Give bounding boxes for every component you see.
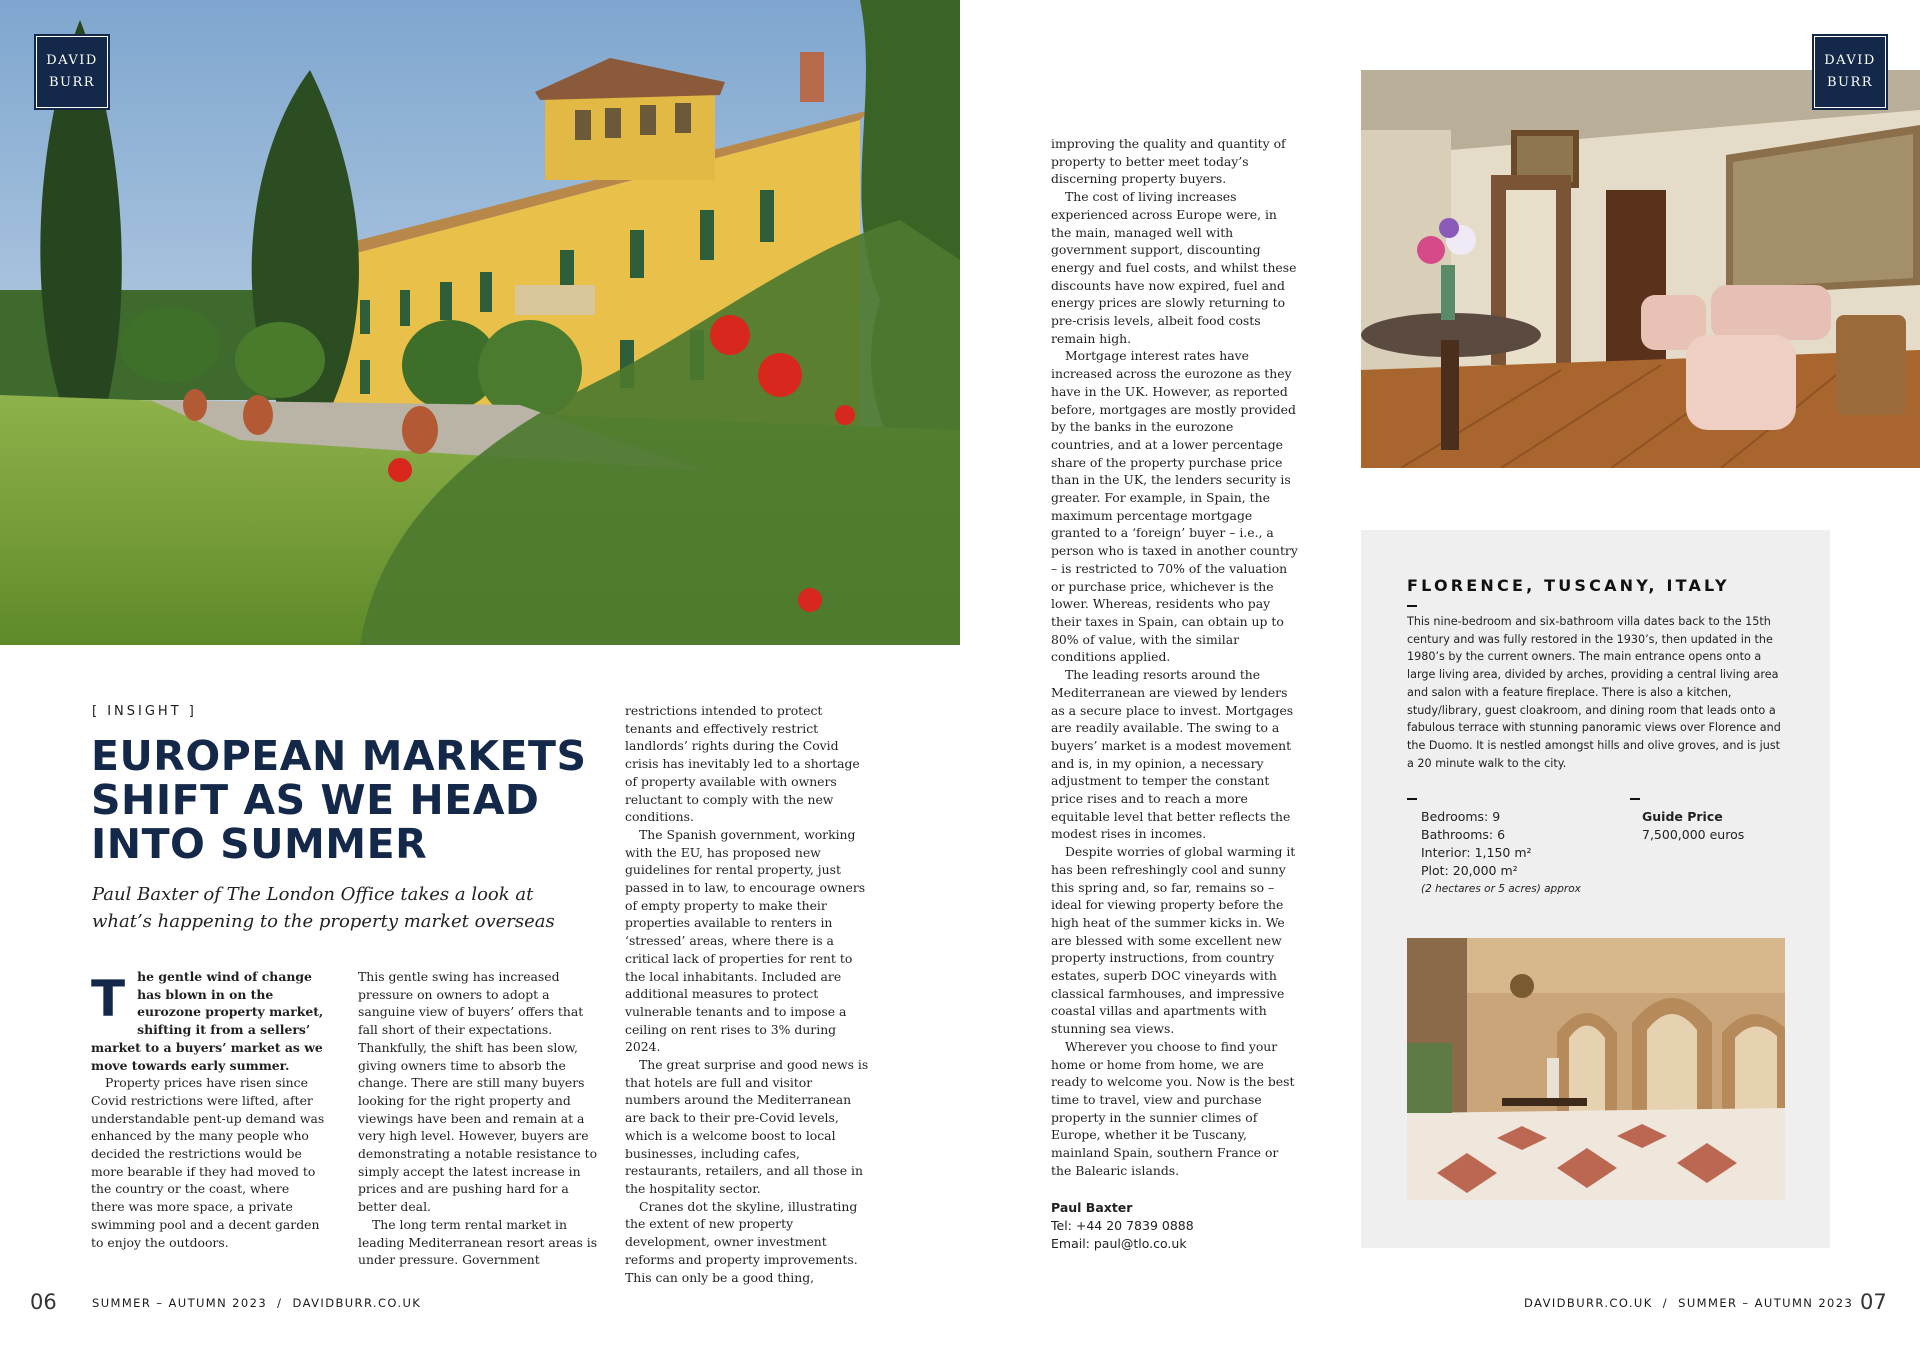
spec-divider — [1407, 798, 1417, 800]
dropcap: T — [91, 970, 126, 1028]
author-name: Paul Baxter — [1051, 1200, 1133, 1215]
body-paragraph: Wherever you choose to find your home or home from home, we are ready to welcome you. Now is the best time to travel, view and purchase property in the sunnier climes of Europe, whether it be Tuscany, mainland Spain, southern France or the Balearic islands. — [1051, 1038, 1295, 1178]
body-paragraph: The leading resorts around the Mediterranean are viewed by lenders as a secure place to invest. Mortgages are readily available. The swing to a buyers’ market is a modest movement and is, in my opinion, a necessary adjustment to temper the constant price rises and to reach a more equitable level that better reflects the modest rises in incomes. — [1051, 667, 1294, 842]
article-headline — [91, 734, 586, 866]
body-paragraph: Mortgage interest rates have increased across the eurozone as they have in the UK. However, as reported before, mortgages are mostly provided by the banks in the eurozone countries, and at a lower percentage share of the property purchase price than in the UK, the lenders security is greater. For example, in Spain, the maximum percentage mortgage granted to a ‘foreign’ buyer – i.e., a person who is taxed in another country – is restricted to 70% of the valuation or purchase price, whichever is the lower. Whereas, residents who pay their taxes in Spain, can obtain up to 80% of value, with the similar conditions applied. — [1051, 348, 1298, 665]
price-value: 7,500,000 euros — [1642, 827, 1745, 842]
lede-paragraph: he gentle wind of change has blown in on the eurozone property market, shifting it from a sellers’ market to a buyers’ market as we move towards early summer. — [91, 969, 324, 1073]
author-email: Email: paul@tlo.co.uk — [1051, 1236, 1187, 1251]
body-column-2 — [358, 968, 603, 1269]
spec-interior: Interior: 1,150 m² — [1421, 845, 1532, 860]
body-paragraph: improving the quality and quantity of property to better meet today’s discerning property buyers. — [1051, 136, 1286, 187]
property-title: FLORENCE, TUSCANY, ITALY — [1407, 576, 1730, 595]
author-tel: Tel: +44 20 7839 0888 — [1051, 1218, 1194, 1233]
logo-line1: DAVID — [1824, 53, 1876, 68]
salon-interior-photo — [1361, 70, 1920, 468]
property-description: This nine-bedroom and six-bathroom villa dates back to the 15th century and was fully restored in the 1930’s, then updated in the 1980’s by the current owners. The main entrance opens onto a large living area, divided by arches, providing a central living area and salon with a feature fireplace. There is also a kitchen, study/library, guest cloakroom, and dining room that leads onto a fabulous terrace with stunning panoramic views over Florence and the Duomo. It is nestled amongst hills and olive groves, and is just a 20 minute walk to the city. — [1407, 615, 1781, 770]
article-kicker: [ INSIGHT ] — [92, 704, 197, 719]
logo-line2: BURR — [1826, 75, 1874, 90]
headline-line-1: EUROPEAN MARKETS — [91, 732, 587, 780]
property-price — [1642, 808, 1744, 844]
footer-left-text: SUMMER – AUTUMN 2023 / DAVIDBURR.CO.UK — [92, 1296, 422, 1310]
price-divider — [1630, 798, 1640, 800]
spec-bathrooms: Bathrooms: 6 — [1421, 827, 1506, 842]
standfirst-line-2: what’s happening to the property market overseas — [92, 911, 555, 932]
body-paragraph: The cost of living increases experienced across Europe were, in the main, managed well with government support, discounting energy and fuel costs, and whilst these discounts have now expired, fuel and energy prices are slowly returning to pre-crisis levels, albeit food costs remain high. — [1051, 189, 1297, 346]
body-paragraph: restrictions intended to protect tenants and effectively restrict landlords’ rights during the Covid crisis has inevitably led to a shortage of property available with owners reluctant to comply with the new conditions. — [625, 703, 860, 825]
author-block — [1051, 1199, 1194, 1253]
body-paragraph: The long term rental market in leading Mediterranean resort areas is under pressure. Government — [358, 1216, 598, 1268]
property-specs — [1421, 808, 1581, 898]
hall-interior-photo — [1407, 938, 1785, 1200]
spec-bedrooms: Bedrooms: 9 — [1421, 809, 1501, 824]
price-label: Guide Price — [1642, 809, 1723, 824]
article-standfirst — [92, 881, 572, 935]
body-paragraph: Cranes dot the skyline, illustrating the extent of new property development, owner investment reforms and property improvements. This can only be a good thing, — [625, 1198, 858, 1285]
spec-plot: Plot: 20,000 m² — [1421, 863, 1518, 878]
property-panel — [1361, 530, 1830, 1248]
logo-line1: DAVID — [46, 53, 98, 68]
brand-logo-left — [36, 36, 108, 108]
brand-logo-right — [1814, 36, 1886, 108]
footer-right-text: DAVIDBURR.CO.UK / SUMMER – AUTUMN 2023 — [1524, 1296, 1854, 1310]
body-paragraph: This gentle swing has increased pressure on owners to adopt a sanguine view of buyers’ offers that fall short of their expectations. Thankfully, the shift has been slow, giving owners time to absorb the change. There are still many buyers looking for the right property and viewings have been and remain at a very high level. However, buyers are demonstrating a notable resistance to simply accept the latest increase in prices and are pushing hard for a better deal. — [358, 969, 598, 1215]
headline-line-3: INTO SUMMER — [91, 820, 428, 868]
headline-line-2: SHIFT AS WE HEAD — [91, 776, 540, 824]
body-column-4 — [1051, 135, 1299, 1179]
logo-line2: BURR — [48, 75, 96, 90]
body-paragraph: The Spanish government, working with the EU, has proposed new guidelines for rental property, just passed in to law, to encourage owners of empty property to make their properties available to renters in ‘stressed’ areas, where there is a critical lack of properties for rent to the local inhabitants. Included are additional measures to protect vulnerable tenants and to impose a ceiling on rent rises to 3% during 2024. — [625, 826, 866, 1055]
body-column-3 — [625, 702, 870, 1286]
body-column-1 — [91, 968, 326, 1251]
body-paragraph: Despite worries of global warming it has been refreshingly cool and sunny this spring and, so far, remains so – ideal for viewing property before the high heat of the summer kicks in. We are blessed with some excellent new property instructions, from country estates, superb DOC vineyards with classical farmhouses, and impressive coastal villas and apartments with stunning sea views. — [1051, 844, 1296, 1037]
page-number-right: 07 — [1860, 1290, 1887, 1314]
body-paragraph: Property prices have risen since Covid restrictions were lifted, after understandable pent-up demand was enhanced by the many people who decided the restrictions would be more bearable if they had moved to the country or the coast, where there was more space, a private swimming pool and a decent garden to enjoy the outdoors. — [91, 1075, 325, 1250]
title-divider — [1407, 605, 1417, 607]
standfirst-line-1: Paul Baxter of The London Office takes a look at — [92, 884, 534, 905]
page-number-left: 06 — [30, 1290, 57, 1314]
body-paragraph: The great surprise and good news is that hotels are full and visitor numbers around the Mediterranean are back to their pre-Covid levels, which is a welcome boost to local businesses, including cafes, restaurants, retailers, and all those in the hospitality sector. — [625, 1057, 869, 1196]
villa-exterior-photo — [0, 0, 960, 645]
spec-plot-note: (2 hectares or 5 acres) approx — [1421, 883, 1581, 895]
